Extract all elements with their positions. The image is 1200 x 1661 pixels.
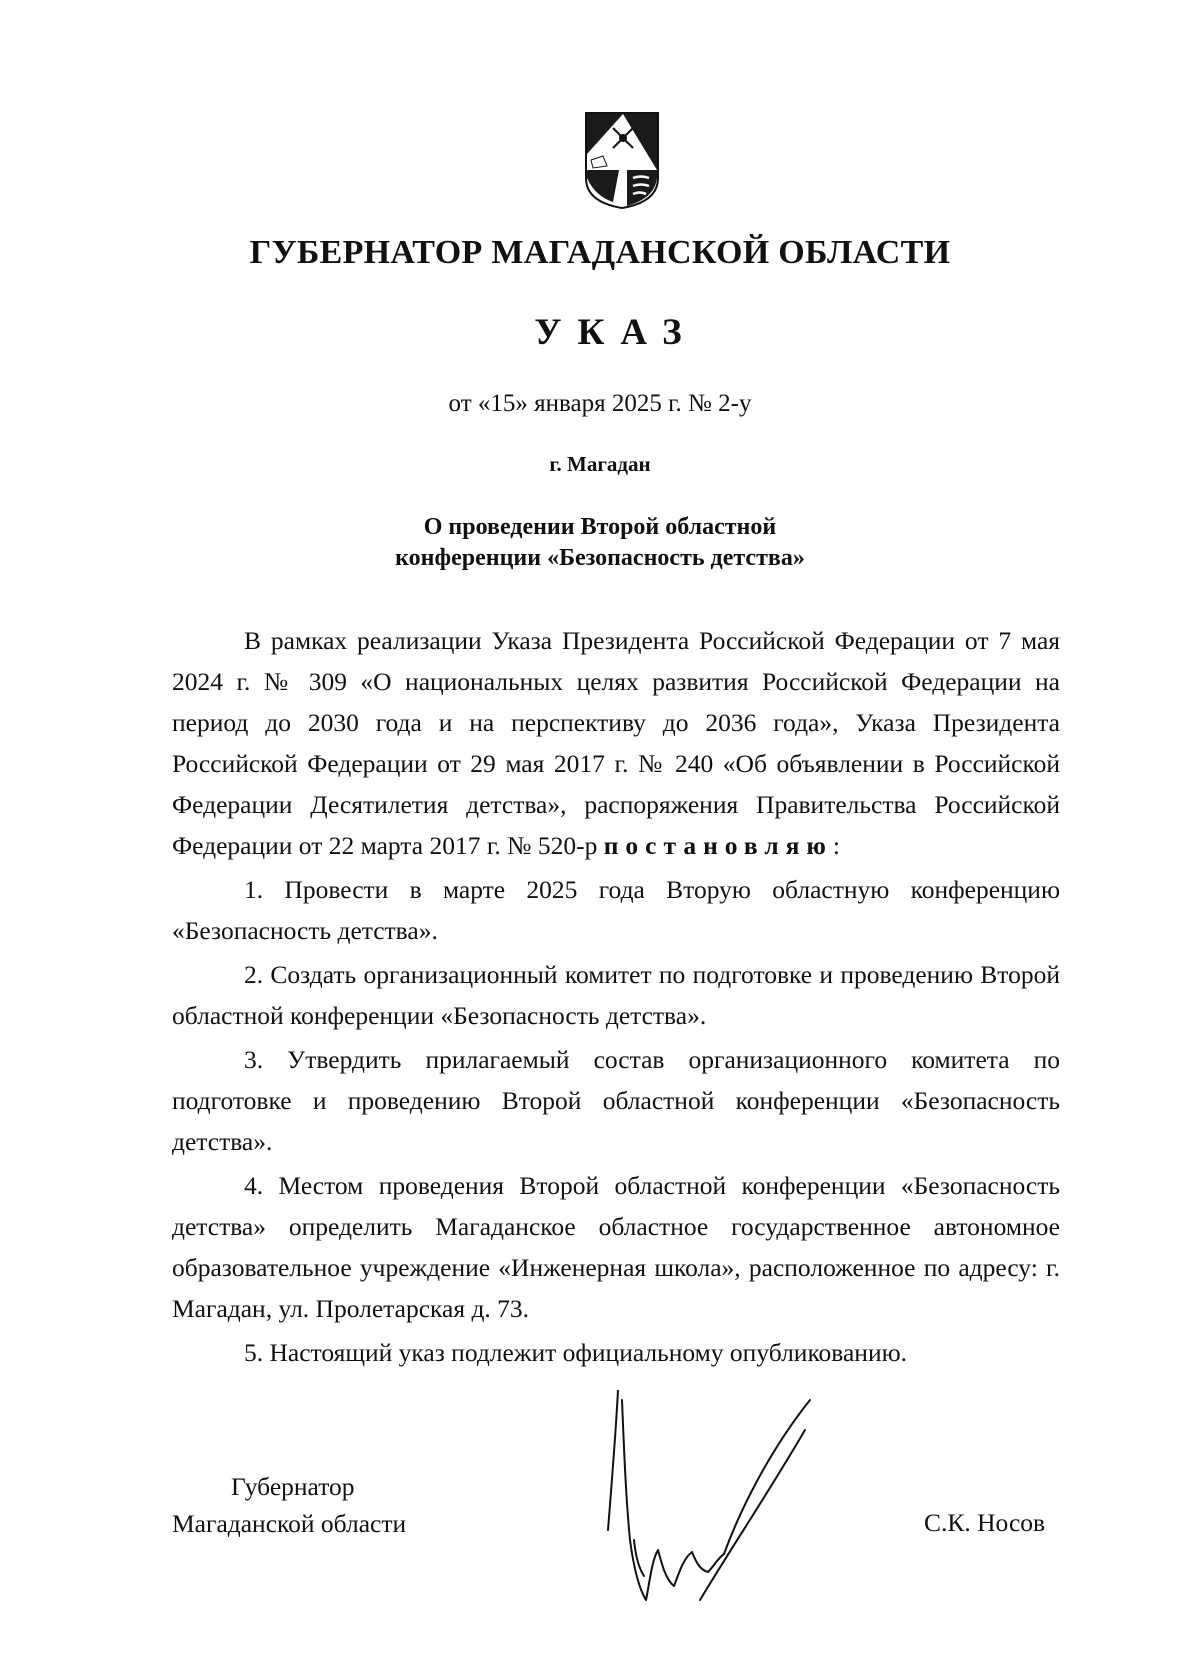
document-place: г. Магадан xyxy=(549,452,651,476)
document-body xyxy=(172,620,1060,1373)
document-date-number: от «15» января 2025 г. № 2-у xyxy=(448,390,752,417)
coat-of-arms-emblem xyxy=(583,110,661,210)
decree-item-4: 4. Местом проведения Второй областной конференции «Безопасность детства» определить Магаданское областное государственное автономное образовательное учреждение «Инженерная школа», расположенное по адресу: г. Магадан, ул. Пролетарская д. 73. xyxy=(172,1171,1060,1323)
document-title-line-2: конференции «Безопасность детства» xyxy=(395,545,805,571)
issuing-authority: ГУБЕРНАТОР МАГАДАНСКОЙ ОБЛАСТИ xyxy=(249,234,951,271)
signatory-name: С.К. Носов xyxy=(924,1508,1046,1537)
decree-word: постановляю xyxy=(603,831,833,860)
handwritten-signature xyxy=(600,1390,840,1620)
decree-item-1: 1. Провести в марте 2025 года Вторую областную конференцию «Безопасность детства». xyxy=(172,875,1060,945)
decree-item-2: 2. Создать организационный комитет по подготовке и проведению Второй областной конференции «Безопасность детства». xyxy=(172,960,1060,1030)
preamble-text: В рамках реализации Указа Президента Российской Федерации от 7 мая 2024 г. № 309 «О национальных целях развития Российской Федерации на период до 2030 года и на перспективу до 2036 года», Указа Президента Российской Федерации от 29 мая 2017 г. № 240 «Об объявлении в Российской Федерации Десятилетия детства», распоряжения Правительства Российской Федерации от 22 марта 2017 г. № 520-р xyxy=(172,626,1060,860)
coat-of-arms-icon xyxy=(583,110,661,210)
signature-icon xyxy=(600,1390,840,1620)
signatory-position-line-2: Магаданской области xyxy=(172,1509,407,1538)
decree-item-5: 5. Настоящий указ подлежит официальному опубликованию. xyxy=(244,1338,908,1367)
document-type: УКАЗ xyxy=(534,312,698,353)
decree-colon: : xyxy=(832,831,841,860)
decree-item-3: 3. Утвердить прилагаемый состав организационного комитета по подготовке и проведению Второй областной конференции «Безопасность детства». xyxy=(172,1045,1060,1156)
signatory-position-line-1: Губернатор xyxy=(231,1472,355,1501)
document-title xyxy=(0,512,1200,574)
preamble-paragraph xyxy=(172,620,1060,866)
document-title-line-1: О проведении Второй областной xyxy=(423,514,777,540)
